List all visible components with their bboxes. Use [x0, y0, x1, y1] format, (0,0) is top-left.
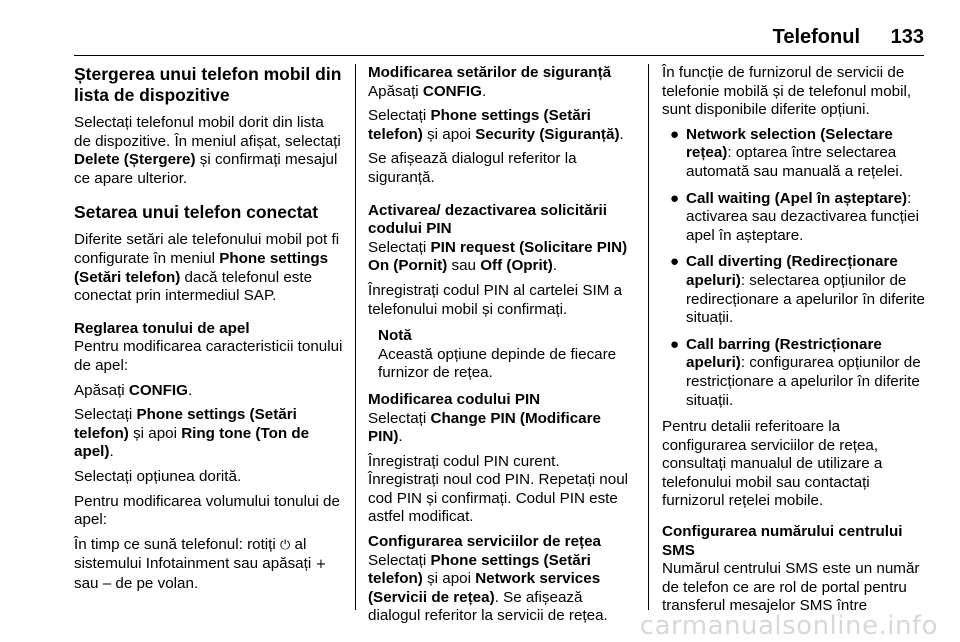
- chapter-title: Telefonul: [772, 26, 860, 48]
- menu-item-phone-settings: Phone settings (Setări telefon): [74, 249, 329, 286]
- text: Apăsați: [368, 82, 423, 100]
- column-2: [368, 64, 634, 626]
- text: .: [109, 443, 114, 461]
- option-description: : optarea între selectarea automată sau manuală a rețelei.: [686, 144, 903, 180]
- paragraph-volume-instructions: [74, 536, 344, 594]
- option-name: Call waiting (Apel în așteptare): [686, 189, 908, 207]
- page-header: [0, 28, 960, 54]
- option-name: Call diverting (Redirecționare apeluri): [686, 253, 898, 289]
- column-divider-1: [355, 64, 356, 610]
- text: și confirmați mesajul ce apare ulterior.: [74, 151, 338, 187]
- note-title: Notă: [378, 327, 412, 345]
- menu-item-security: Security (Siguranță): [475, 125, 620, 143]
- paragraph-sms-center: Numărul centrului SMS este un număr de telefon ce are rol de portal pentru transferul mesajelor SMS între: [662, 560, 920, 615]
- note-text: Această opțiune depinde de fiecare furnizor de rețea.: [378, 345, 617, 382]
- paragraph-new-pin: Înregistrați noul cod PIN. Repetați noul cod PIN și confirmați. Codul PIN este astfel modificat.: [368, 471, 629, 526]
- button-label-config: CONFIG: [422, 82, 482, 100]
- menu-item-phone-settings: Phone settings (Setări telefon): [74, 406, 297, 442]
- text: .: [552, 257, 558, 275]
- text: Selectați: [368, 409, 431, 427]
- menu-item-pin-request-on: PIN request (Solicitare PIN) On (Pornit): [368, 238, 628, 275]
- subsection-title-security: Modificarea setărilor de siguranță: [368, 64, 612, 81]
- menu-item-ring-tone: Ring tone (Ton de apel): [74, 424, 310, 461]
- text: Apăsați: [74, 381, 129, 399]
- option-name: Call barring (Restricționare apeluri): [686, 335, 882, 372]
- plus-icon: +: [315, 557, 327, 573]
- list-item: [662, 190, 928, 246]
- subsection-title-ringtone: Reglarea tonului de apel: [74, 319, 250, 337]
- paragraph-volume-intro: Pentru modificarea volumului tonului de apel:: [74, 492, 340, 529]
- list-item: [662, 126, 928, 182]
- menu-item-change-pin: Change PIN (Modificare PIN): [368, 409, 601, 446]
- list-item: [662, 336, 928, 410]
- option-name: Network selection (Selectare rețea): [686, 125, 893, 162]
- option-description: : selectarea opțiunilor de redirecționare a apelurilor în diferite situații.: [686, 271, 925, 327]
- paragraph-current-pin: Înregistrați codul PIN curent.: [368, 452, 560, 470]
- subsection-title-network-services: Configurarea serviciilor de rețea: [368, 533, 601, 551]
- text: Selectați: [368, 551, 431, 569]
- column-divider-2: [648, 64, 649, 610]
- bullet-icon: ●: [670, 189, 680, 207]
- menu-item-network-services: Network services (Servicii de rețea): [368, 570, 601, 606]
- paragraph-phone-settings: [74, 231, 344, 305]
- section-title-delete-phone: Ștergerea unui telefon mobil din lista de dispozitive: [74, 64, 342, 105]
- menu-item-phone-settings: Phone settings (Setări telefon): [368, 551, 591, 588]
- text: Selectați: [368, 238, 431, 256]
- option-description: : configurarea opțiunilor de restricționare a apelurilor în diferite situații.: [686, 354, 921, 409]
- column-3: [662, 64, 928, 616]
- column-1: [74, 64, 344, 593]
- section-title-phone-settings: Setarea unui telefon conectat: [74, 202, 319, 223]
- text: . Se afișează dialogul referitor la servicii de rețea.: [368, 588, 608, 625]
- watermark: carmanualsonline.info: [639, 611, 938, 642]
- text: Diferite setări ale telefonului mobil pot fi configurate în meniul: [74, 231, 340, 267]
- text: și apoi: [422, 570, 476, 588]
- paragraph-press-config: [74, 382, 344, 401]
- paragraph-select-option: Selectați opțiunea dorită.: [74, 467, 242, 485]
- subsection-title-sms-center: Configurarea numărului centrului SMS: [662, 523, 903, 559]
- menu-item-phone-settings: Phone settings (Setări telefon): [368, 107, 591, 143]
- paragraph-select-security: [368, 107, 634, 144]
- subsection-title-change-pin: Modificarea codului PIN: [368, 390, 541, 408]
- list-item: [662, 253, 928, 327]
- text: sau – de pe volan.: [74, 574, 199, 592]
- text: Selectați telefonul mobil dorit din lista de dispozitive. În meniul afișat, selectați: [74, 114, 341, 150]
- text: .: [187, 381, 193, 399]
- paragraph-security-dialog: Se afișează dialogul referitor la siguranță.: [368, 150, 577, 186]
- text: dacă telefonul este conectat prin intermediul SAP.: [74, 268, 313, 305]
- bullet-icon: ●: [670, 125, 680, 143]
- menu-item-pin-request-off: Off (Oprit): [480, 257, 553, 275]
- text: .: [398, 428, 403, 446]
- power-icon: ⏻: [279, 537, 291, 553]
- text: și apoi: [422, 125, 476, 143]
- paragraph-network-details: Pentru detalii referitoare la configurarea serviciilor de rețea, consultați manualul de utilizare a telefonului mobil sau contactați furnizorul rețelei mobile.: [662, 418, 883, 510]
- button-label-config: CONFIG: [128, 381, 188, 399]
- text: Selectați: [368, 107, 431, 125]
- page-number: 133: [890, 26, 924, 48]
- network-options-list: [662, 126, 928, 410]
- subsection-title-pin-request: Activarea/ dezactivarea solicitării codului PIN: [368, 201, 607, 238]
- paragraph-enter-pin: Înregistrați codul PIN al cartelei SIM a telefonului mobil și confirmați.: [368, 281, 623, 318]
- paragraph-ringtone-intro: Pentru modificarea caracteristicii tonului de apel:: [74, 338, 343, 374]
- paragraph-press-config: [368, 83, 634, 102]
- bullet-icon: ●: [670, 335, 680, 353]
- text: al sistemului Infotainment sau apăsați: [74, 535, 316, 573]
- paragraph-delete-phone: [74, 114, 344, 188]
- text: sau: [447, 257, 481, 275]
- paragraph-select-ringtone: [74, 406, 344, 462]
- bullet-icon: ●: [670, 253, 680, 271]
- text: În timp ce sună telefonul: rotiți: [74, 535, 280, 553]
- paragraph-select-change-pin: [368, 410, 634, 447]
- text: .: [481, 82, 487, 100]
- text: și apoi: [128, 424, 182, 442]
- paragraph-network-services: [368, 552, 634, 626]
- option-description: : activarea sau dezactivarea funcției apel în așteptare.: [686, 189, 920, 244]
- text: .: [619, 125, 624, 143]
- note-box: [368, 327, 634, 383]
- paragraph-pin-request: [368, 239, 634, 276]
- header-divider: [74, 55, 924, 56]
- paragraph-options-intro: În funcție de furnizorul de servicii de telefonie mobilă și de telefonul mobil, sunt disponibile diferite opțiuni.: [662, 64, 912, 119]
- menu-item-delete: Delete (Ștergere): [74, 151, 196, 169]
- text: Selectați: [74, 406, 137, 424]
